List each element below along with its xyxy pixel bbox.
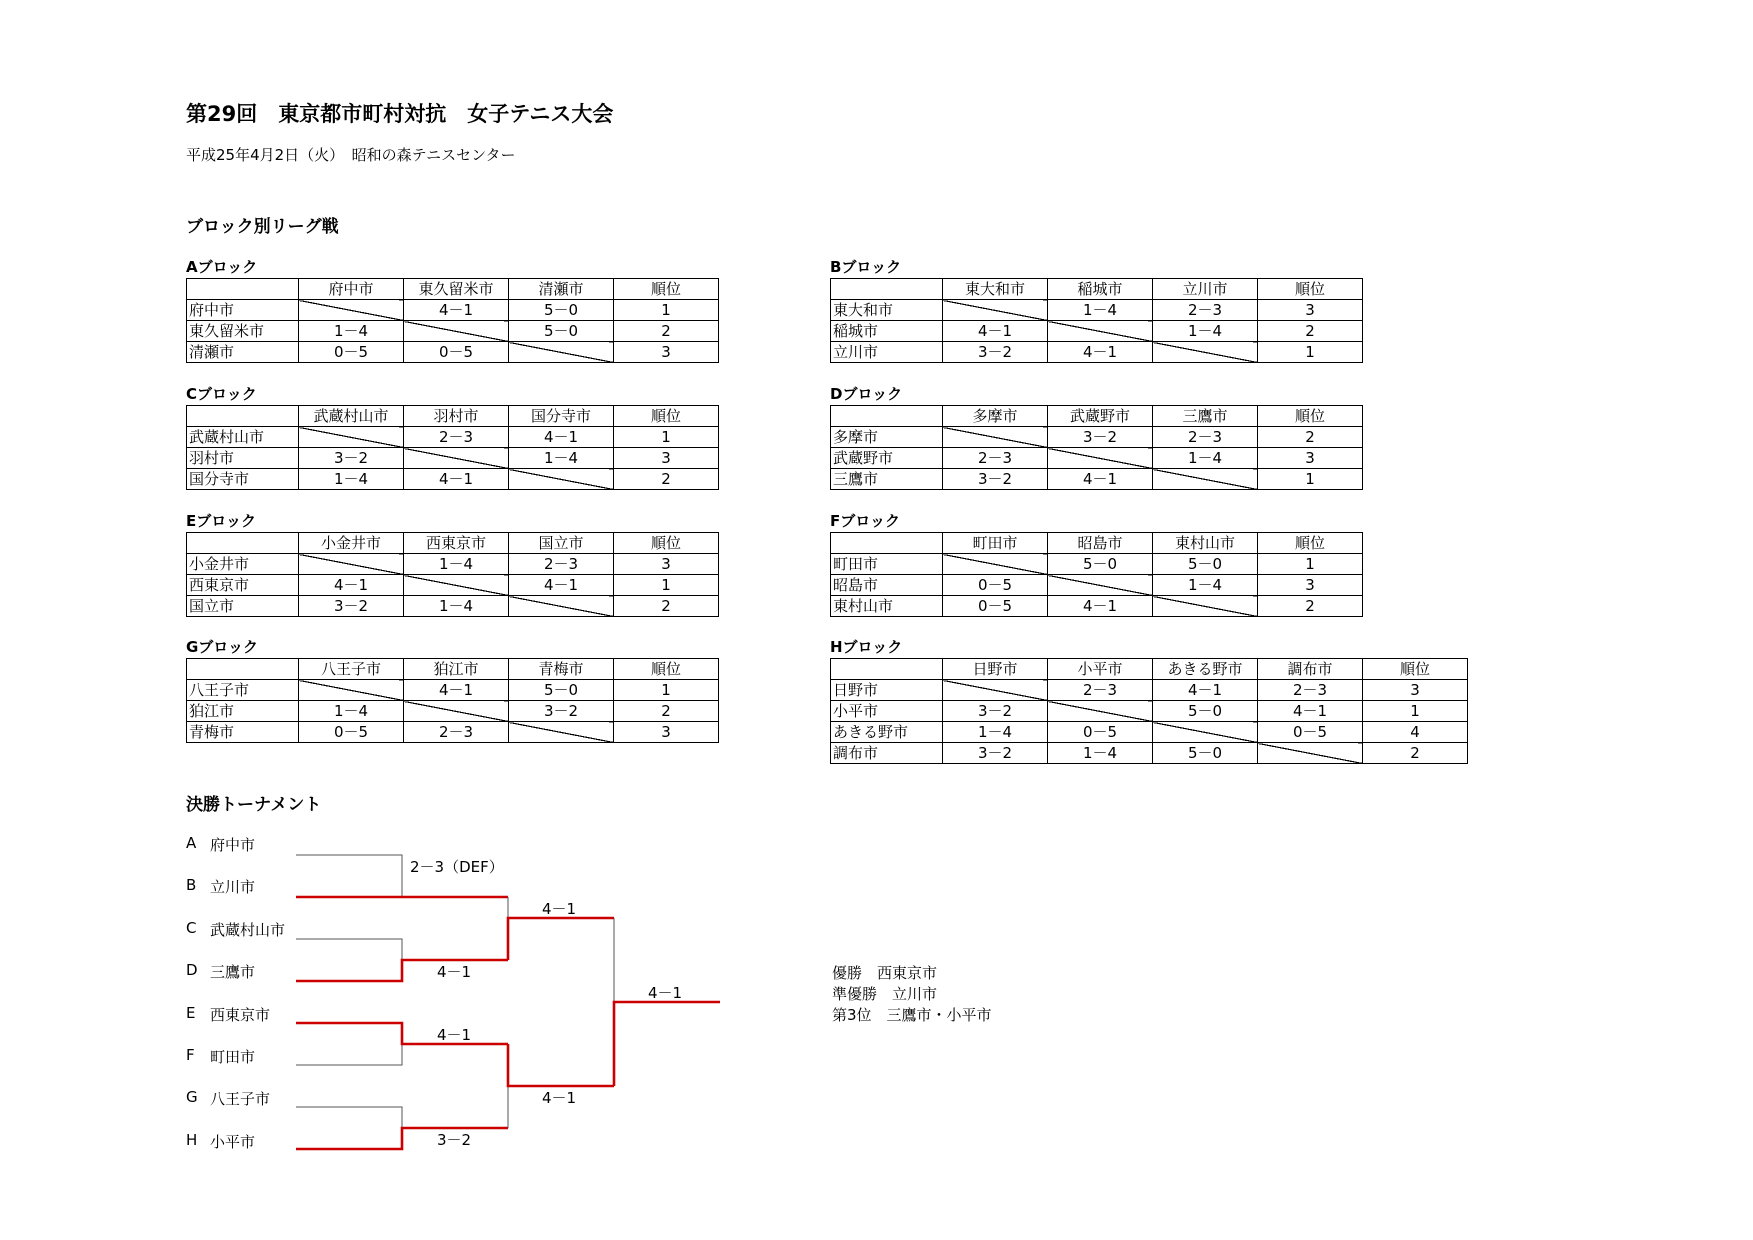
bracket-line-r1-winner bbox=[296, 1023, 508, 1044]
r1-score: 2－3（DEF） bbox=[410, 858, 504, 876]
column-header: 日野市 bbox=[943, 659, 1048, 680]
bracket-line-r2-winner bbox=[508, 1044, 614, 1086]
score-cell: 4－1 bbox=[1048, 596, 1153, 617]
bracket-team: 三鷹市 bbox=[210, 963, 256, 982]
runner-up-text: 準優勝 立川市 bbox=[832, 985, 938, 1003]
row-team-name: 青梅市 bbox=[187, 722, 299, 743]
column-header: 清瀬市 bbox=[509, 279, 614, 300]
score-cell: 2－3 bbox=[943, 448, 1048, 469]
rank-cell: 2 bbox=[614, 321, 719, 342]
r1-score: 4－1 bbox=[437, 1026, 472, 1044]
rank-cell: 1 bbox=[1258, 469, 1363, 490]
row-team-name: 国立市 bbox=[187, 596, 299, 617]
block-label: Aブロック bbox=[186, 258, 258, 276]
rank-header: 順位 bbox=[614, 406, 719, 427]
block-label: Bブロック bbox=[830, 258, 902, 276]
score-cell: 1－4 bbox=[299, 701, 404, 722]
rank-cell: 2 bbox=[614, 701, 719, 722]
score-cell: 3－2 bbox=[299, 448, 404, 469]
rank-cell: 2 bbox=[614, 596, 719, 617]
row-team-name: 三鷹市 bbox=[831, 469, 943, 490]
score-cell: 3－2 bbox=[509, 701, 614, 722]
row-team-name: 昭島市 bbox=[831, 575, 943, 596]
bracket-seed: C bbox=[186, 918, 197, 937]
row-team-name: 府中市 bbox=[187, 300, 299, 321]
score-cell: 5－0 bbox=[509, 300, 614, 321]
score-cell: 2－3 bbox=[509, 554, 614, 575]
score-cell: 3－2 bbox=[943, 743, 1048, 764]
bracket-team: 府中市 bbox=[210, 836, 256, 854]
rank-cell: 3 bbox=[614, 448, 719, 469]
rank-cell: 1 bbox=[1363, 701, 1468, 722]
column-header: 羽村市 bbox=[404, 406, 509, 427]
event-date-venue: 平成25年4月2日（火） 昭和の森テニスセンター bbox=[186, 146, 516, 164]
score-cell: 5－0 bbox=[1048, 554, 1153, 575]
score-cell: 3－2 bbox=[943, 469, 1048, 490]
bracket-team: 八王子市 bbox=[210, 1090, 271, 1109]
score-cell: 5－0 bbox=[1153, 701, 1258, 722]
score-cell: 1－4 bbox=[404, 554, 509, 575]
score-cell: 3－2 bbox=[1048, 427, 1153, 448]
bracket-team: 武蔵村山市 bbox=[210, 920, 286, 939]
column-header: 国分寺市 bbox=[509, 406, 614, 427]
r2-score: 4－1 bbox=[542, 900, 577, 918]
block-label: Hブロック bbox=[830, 638, 903, 656]
bracket-line-r1-loser bbox=[296, 1044, 402, 1065]
bracket-seed: E bbox=[186, 1003, 196, 1022]
rank-cell: 2 bbox=[614, 469, 719, 490]
rank-cell: 2 bbox=[1258, 427, 1363, 448]
rank-header: 順位 bbox=[1258, 406, 1363, 427]
bracket-line-r1-loser bbox=[296, 939, 402, 960]
bracket-seed: F bbox=[186, 1046, 195, 1064]
score-cell: 3－2 bbox=[943, 701, 1048, 722]
rank-cell: 1 bbox=[1258, 342, 1363, 363]
third-place-text: 第3位 三鷹市・小平市 bbox=[832, 1006, 992, 1024]
column-header: 八王子市 bbox=[299, 659, 404, 680]
column-header: 狛江市 bbox=[404, 659, 509, 680]
column-header: 青梅市 bbox=[509, 659, 614, 680]
score-cell: 5－0 bbox=[509, 680, 614, 701]
row-team-name: 武蔵村山市 bbox=[187, 427, 299, 448]
score-cell: 1－4 bbox=[943, 722, 1048, 743]
score-cell: 5－0 bbox=[509, 321, 614, 342]
champion-text: 優勝 西東京市 bbox=[832, 964, 938, 982]
bracket-line-r1-loser bbox=[296, 855, 402, 897]
column-header: 東久留米市 bbox=[404, 279, 509, 300]
row-team-name: 調布市 bbox=[831, 743, 943, 764]
score-cell: 4－1 bbox=[1258, 701, 1363, 722]
score-cell: 4－1 bbox=[299, 575, 404, 596]
bracket-seed: D bbox=[186, 961, 198, 980]
bracket-line-r2-winner bbox=[508, 918, 614, 960]
rank-cell: 1 bbox=[614, 680, 719, 701]
column-header: 東大和市 bbox=[943, 279, 1048, 300]
rank-header: 順位 bbox=[1363, 659, 1468, 680]
bracket-line-final-winner bbox=[614, 1002, 720, 1086]
column-header: 国立市 bbox=[509, 533, 614, 554]
block-label: Dブロック bbox=[830, 385, 903, 403]
column-header: 小平市 bbox=[1048, 659, 1153, 680]
score-cell: 1－4 bbox=[1048, 743, 1153, 764]
bracket-seed: B bbox=[186, 876, 197, 895]
score-cell: 1－4 bbox=[1153, 575, 1258, 596]
bracket-team: 西東京市 bbox=[210, 1005, 271, 1024]
score-cell: 3－2 bbox=[943, 342, 1048, 363]
column-header: 昭島市 bbox=[1048, 533, 1153, 554]
column-header: 武蔵野市 bbox=[1048, 406, 1153, 427]
rank-cell: 2 bbox=[1258, 321, 1363, 342]
score-cell: 2－3 bbox=[1258, 680, 1363, 701]
score-cell: 4－1 bbox=[404, 469, 509, 490]
r1-score: 4－1 bbox=[437, 963, 472, 981]
score-cell: 5－0 bbox=[1153, 554, 1258, 575]
score-cell: 2－3 bbox=[404, 427, 509, 448]
rank-cell: 3 bbox=[1258, 448, 1363, 469]
row-team-name: 清瀬市 bbox=[187, 342, 299, 363]
tournament-heading: 決勝トーナメント bbox=[186, 795, 322, 815]
score-cell: 1－4 bbox=[509, 448, 614, 469]
r1-score: 3－2 bbox=[437, 1131, 472, 1149]
score-cell: 1－4 bbox=[299, 321, 404, 342]
score-cell: 0－5 bbox=[1258, 722, 1363, 743]
score-cell: 1－4 bbox=[1153, 448, 1258, 469]
row-team-name: 小平市 bbox=[831, 701, 943, 722]
rank-cell: 1 bbox=[614, 575, 719, 596]
column-header: 調布市 bbox=[1258, 659, 1363, 680]
block-label: Gブロック bbox=[186, 638, 259, 656]
rank-cell: 1 bbox=[614, 427, 719, 448]
column-header: 武蔵村山市 bbox=[299, 406, 404, 427]
row-team-name: 稲城市 bbox=[831, 321, 943, 342]
row-team-name: 東久留米市 bbox=[187, 321, 299, 342]
bracket-seed: H bbox=[186, 1130, 198, 1149]
row-team-name: 東大和市 bbox=[831, 300, 943, 321]
column-header: あきる野市 bbox=[1153, 659, 1258, 680]
column-header: 東村山市 bbox=[1153, 533, 1258, 554]
score-cell: 0－5 bbox=[943, 575, 1048, 596]
bracket-line-r1-winner bbox=[296, 1128, 508, 1149]
final-score: 4－1 bbox=[648, 984, 683, 1002]
score-cell: 2－3 bbox=[1153, 427, 1258, 448]
score-cell: 0－5 bbox=[299, 342, 404, 363]
block-label: Fブロック bbox=[830, 512, 900, 530]
r2-score: 4－1 bbox=[542, 1089, 577, 1107]
row-team-name: 西東京市 bbox=[187, 575, 299, 596]
column-header: 多摩市 bbox=[943, 406, 1048, 427]
score-cell: 4－1 bbox=[509, 575, 614, 596]
score-cell: 4－1 bbox=[943, 321, 1048, 342]
rank-header: 順位 bbox=[614, 533, 719, 554]
score-cell: 2－3 bbox=[1153, 300, 1258, 321]
league-heading: ブロック別リーグ戦 bbox=[186, 217, 339, 237]
row-team-name: 町田市 bbox=[831, 554, 943, 575]
rank-cell: 3 bbox=[1258, 300, 1363, 321]
row-team-name: 小金井市 bbox=[187, 554, 299, 575]
score-cell: 4－1 bbox=[1048, 342, 1153, 363]
rank-header: 順位 bbox=[614, 659, 719, 680]
rank-cell: 3 bbox=[1258, 575, 1363, 596]
column-header: 三鷹市 bbox=[1153, 406, 1258, 427]
score-cell: 1－4 bbox=[1153, 321, 1258, 342]
row-team-name: 日野市 bbox=[831, 680, 943, 701]
row-team-name: 狛江市 bbox=[187, 701, 299, 722]
block-label: Eブロック bbox=[186, 512, 256, 530]
bracket-team: 小平市 bbox=[210, 1132, 256, 1151]
rank-header: 順位 bbox=[1258, 533, 1363, 554]
page-title: 第29回 東京都市町村対抗 女子テニス大会 bbox=[186, 102, 614, 126]
rank-cell: 1 bbox=[614, 300, 719, 321]
score-cell: 0－5 bbox=[1048, 722, 1153, 743]
score-cell: 5－0 bbox=[1153, 743, 1258, 764]
rank-cell: 3 bbox=[614, 342, 719, 363]
rank-header: 順位 bbox=[614, 279, 719, 300]
column-header: 町田市 bbox=[943, 533, 1048, 554]
row-team-name: 多摩市 bbox=[831, 427, 943, 448]
row-team-name: 立川市 bbox=[831, 342, 943, 363]
score-cell: 4－1 bbox=[1153, 680, 1258, 701]
score-cell: 2－3 bbox=[1048, 680, 1153, 701]
rank-cell: 1 bbox=[1258, 554, 1363, 575]
rank-cell: 2 bbox=[1363, 743, 1468, 764]
bracket-line-r1-loser bbox=[296, 1107, 402, 1128]
score-cell: 0－5 bbox=[299, 722, 404, 743]
bracket-line-r1-winner bbox=[296, 960, 508, 981]
score-cell: 4－1 bbox=[404, 300, 509, 321]
rank-cell: 3 bbox=[1363, 680, 1468, 701]
score-cell: 0－5 bbox=[943, 596, 1048, 617]
column-header: 稲城市 bbox=[1048, 279, 1153, 300]
score-cell: 1－4 bbox=[1048, 300, 1153, 321]
score-cell: 3－2 bbox=[299, 596, 404, 617]
score-cell: 0－5 bbox=[404, 342, 509, 363]
column-header: 府中市 bbox=[299, 279, 404, 300]
score-cell: 1－4 bbox=[299, 469, 404, 490]
rank-cell: 4 bbox=[1363, 722, 1468, 743]
column-header: 小金井市 bbox=[299, 533, 404, 554]
row-team-name: 東村山市 bbox=[831, 596, 943, 617]
row-team-name: 国分寺市 bbox=[187, 469, 299, 490]
column-header: 立川市 bbox=[1153, 279, 1258, 300]
score-cell: 1－4 bbox=[404, 596, 509, 617]
score-cell: 4－1 bbox=[1048, 469, 1153, 490]
row-team-name: 八王子市 bbox=[187, 680, 299, 701]
rank-cell: 3 bbox=[614, 722, 719, 743]
bracket-team: 町田市 bbox=[210, 1048, 256, 1066]
row-team-name: あきる野市 bbox=[831, 722, 943, 743]
row-team-name: 武蔵野市 bbox=[831, 448, 943, 469]
column-header: 西東京市 bbox=[404, 533, 509, 554]
row-team-name: 羽村市 bbox=[187, 448, 299, 469]
bracket-seed: A bbox=[186, 834, 197, 852]
score-cell: 4－1 bbox=[404, 680, 509, 701]
bracket-seed: G bbox=[186, 1088, 198, 1107]
rank-cell: 2 bbox=[1258, 596, 1363, 617]
rank-header: 順位 bbox=[1258, 279, 1363, 300]
block-label: Cブロック bbox=[186, 385, 257, 403]
score-cell: 2－3 bbox=[404, 722, 509, 743]
bracket-team: 立川市 bbox=[210, 878, 256, 897]
rank-cell: 3 bbox=[614, 554, 719, 575]
score-cell: 4－1 bbox=[509, 427, 614, 448]
